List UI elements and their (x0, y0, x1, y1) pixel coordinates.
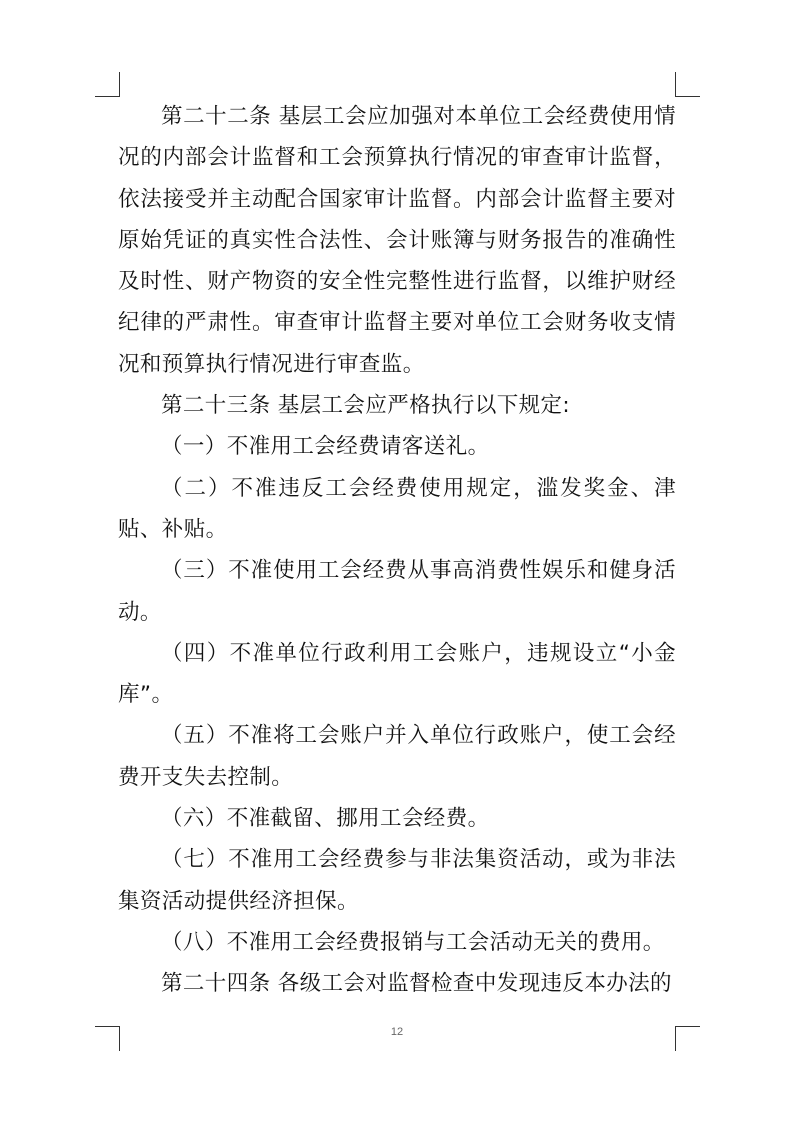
crop-mark-top-right-vertical (675, 72, 676, 97)
rule-7-paragraph: （七）不准用工会经费参与非法集资活动，或为非法集资活动提供经济担保。 (118, 847, 676, 914)
rule-5-paragraph: （五）不准将工会账户并入单位行政账户，使工会经费开支失去控制。 (118, 723, 676, 790)
crop-mark-top-left-vertical (119, 72, 120, 97)
rule-4-paragraph: （四）不准单位行政利用工会账户，违规设立“小金库”。 (118, 640, 676, 708)
article-23-paragraph: 第二十三条 基层工会应严格执行以下规定: (161, 393, 571, 419)
crop-mark-top-right-horizontal (675, 96, 700, 97)
rule-2-paragraph: （二）不准违反工会经费使用规定，滥发奖金、津贴、补贴。 (118, 475, 676, 542)
rule-3-paragraph: （三）不准使用工会经费从事高消费性娱乐和健身活动。 (118, 558, 676, 625)
crop-mark-top-left-horizontal (95, 96, 120, 97)
rule-6-paragraph: （六）不准截留、挪用工会经费。 (161, 806, 490, 832)
article-24-paragraph: 第二十四条 各级工会对监督检查中发现违反本办法的 (161, 971, 672, 997)
document-body (118, 96, 676, 1005)
rule-1-paragraph: （一）不准用工会经费请客送礼。 (161, 434, 490, 460)
rule-8-paragraph: （八）不准用工会经费报销与工会活动无关的费用。 (161, 929, 665, 955)
article-22-paragraph: 第二十二条 基层工会应加强对本单位工会经费使用情况的内部会计监督和工会预算执行情况的审查审计监督，依法接受并主动配合国家审计监督。内部会计监督主要对原始凭证的真实性合法性、会计账簿与财务报告的准确性及时性、财产物资的安全性完整性进行监督，以维护财经纪律的严肃性。审查审计监督主要对单位工会财务收支情况和预算执行情况进行审查监。 (118, 104, 676, 377)
page-number: 12 (390, 1026, 404, 1038)
